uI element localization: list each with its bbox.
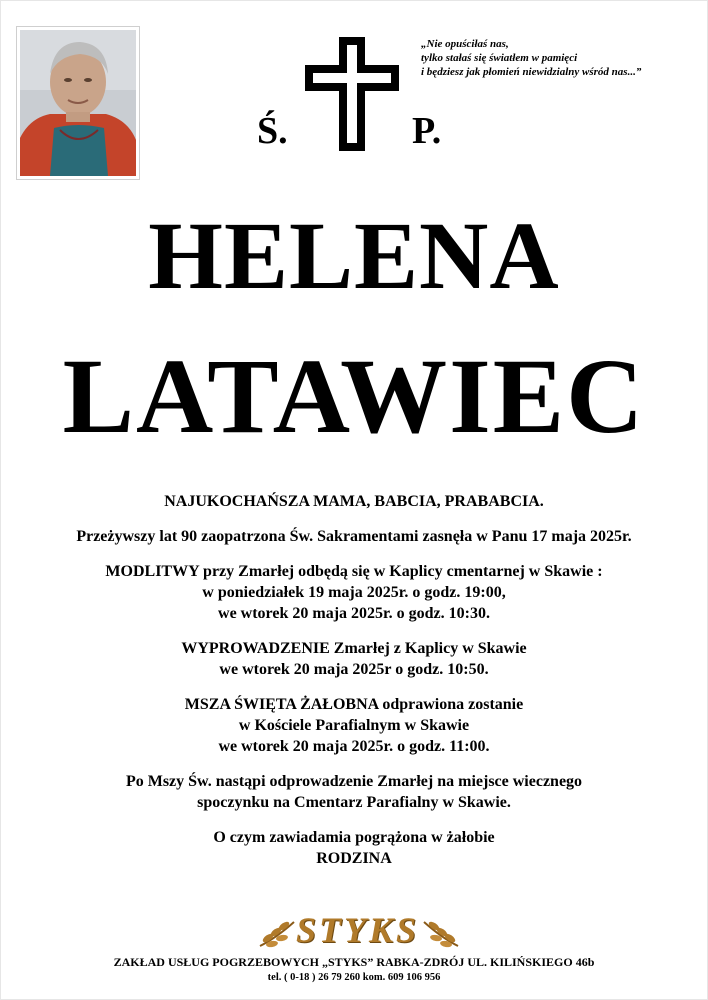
portrait-photo [16,26,140,180]
mass-line: w Kościele Parafialnym w Skawie [238,717,470,734]
prayers-line: MODLITWY przy Zmarłej odbędą się w Kaplicy cmentarnej w Skawie : [105,563,603,580]
closing-line: O czym zawiadamia pogrążona w żałobie [213,829,495,846]
burial-line: Po Mszy Św. nastąpi odprowadzenie Zmarłej na miejsce wiecznego [125,773,583,790]
motto-quote [421,37,701,79]
funeral-home-logo [0,910,708,954]
sp-right-letter: P. [412,110,442,152]
motto-line: i będziesz jak płomień niewidzialny wśród nas...” [421,66,642,78]
funeral-home-footer [0,954,708,986]
cross-icon [303,35,402,153]
announcement-body [0,491,708,869]
prayers-line: w poniedziałek 19 maja 2025r. o godz. 19:00, [202,584,506,601]
mass-line: MSZA ŚWIĘTA ŻAŁOBNA odprawiona zostanie [184,696,524,713]
family-line: NAJUKOCHAŃSZA MAMA, BABCIA, PRABABCIA. [164,493,544,510]
prayers-line: we wtorek 20 maja 2025r. o godz. 10:30. [218,605,490,622]
company-address: ZAKŁAD USŁUG POGRZEBOWYCH „STYKS” RABKA-ZDRÓJ UL. KILIŃSKIEGO 46b [113,955,595,969]
company-phone: tel. ( 0-18 ) 26 79 260 kom. 609 106 956 [267,972,441,983]
procession-line: we wtorek 20 maja 2025r o godz. 10:50. [219,661,489,678]
sp-left-letter: Ś. [257,110,288,152]
burial-line: spoczynku na Cmentarz Parafialny w Skawie. [197,794,511,811]
logo-wordmark: STYKS [296,910,420,950]
procession-line: WYPROWADZENIE Zmarłej z Kaplicy w Skawie [181,640,527,657]
laurel-branch-icon [422,916,460,950]
family-signature: RODZINA [316,850,392,867]
deceased-last-name: LATAWIEC [62,338,646,456]
mass-line: we wtorek 20 maja 2025r. o godz. 11:00. [218,738,490,755]
age-line: Przeżywszy lat 90 zaopatrzona Św. Sakramentami zasnęła w Panu 17 maja 2025r. [76,528,632,545]
laurel-branch-icon [258,916,296,950]
deceased-first-name: HELENA [148,202,560,309]
motto-line: „Nie opuściłaś nas, [421,38,509,50]
motto-line: tylko stałaś się światłem w pamięci [421,52,578,64]
portrait-image [20,30,136,176]
